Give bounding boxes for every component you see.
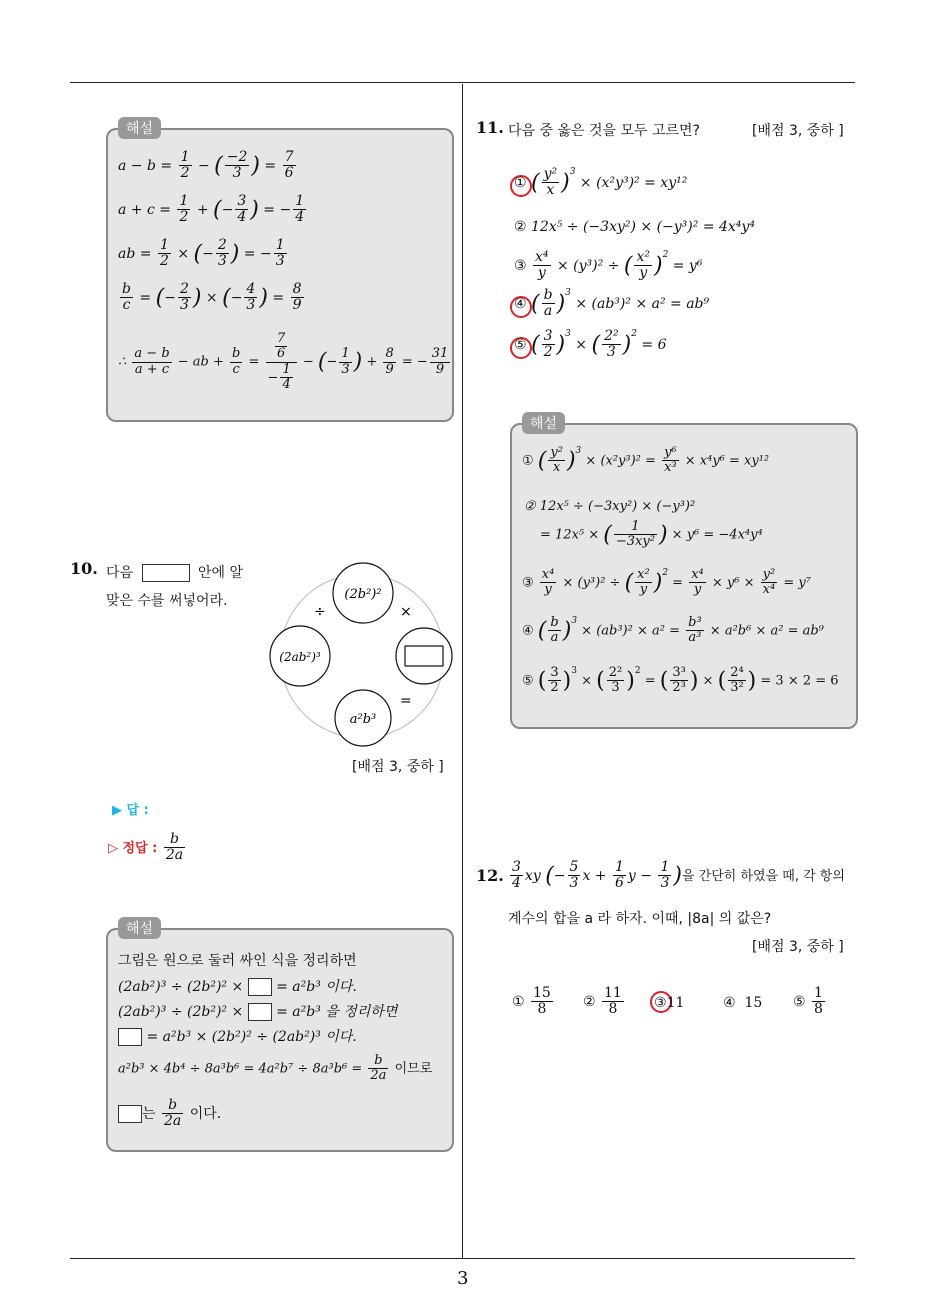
q10-text-line2: 맞은 수를 써넣어라. [106,593,228,609]
blank-box [118,1028,142,1046]
q11-solution-tag: 해설 [522,412,565,434]
bottom-rule [70,1258,855,1259]
page-number: 3 [457,1268,469,1289]
top-rule [70,82,855,83]
q10-sol-line5: a²b³ × 4b⁴ ÷ 8a³b⁶ = 4a²b⁷ ÷ 8a³b⁶ = $\frac{b}{2a}$ 이므로 [118,1053,433,1084]
q12-option-3: ③11 [654,995,685,1011]
q12-option-5: ⑤ $\frac{1}{8}$ [793,985,823,1018]
q12-option-1: ① $\frac{15}{8}$ [512,985,551,1018]
column-divider [462,84,463,1258]
q12-meta: [배점 3, 중하 ] [752,939,844,955]
q11-option-2: ② 12x⁵ ÷ (−3xy²) × (−y³)² = 4x⁴y⁴ [514,219,755,235]
q11-option-4: ④ ( $\frac{b}{a}$ )$^3$ × (ab³)² × a² = ab⁹ [514,287,710,320]
q12-text2: 계수의 합을 a 라 하자. 이때, |8a| 의 값은? [508,911,772,927]
q11-sol-4: ④ ( $\frac{b}{a}$ )$^3$ × (ab³)² × a² = $\frac{\text{b³}}{\text{a³}}$ × a²b⁶ × a² = ab⁹ [522,615,824,646]
q10-right-blank [405,646,443,666]
q11-option-1: ① ( $\frac{\text{y²}}{x}$ )$^3$ × (x²y³)² = xy¹² [514,166,688,199]
q9-line-4: $\frac{b}{c}$ = (− $\frac{2}{3}$ ) × (− $\frac{4}{3}$ ) = $\frac{8}{9}$ [122,281,302,314]
q11-option-5: ⑤ ( $\frac{3}{2}$ )$^3$ × ( $\frac{\text{2²}}{3}$ )$^2$ = 6 [514,328,667,361]
blank-box [248,1003,272,1021]
q12-option-4: ④ 15 [723,995,763,1011]
q9-line-5: ∴ $\frac{a - b}{a + c}$ − ab + $\frac{b}{c}$ = $\frac{7}{6}$ − $\frac{1}{4}$ − (− $\frac{1}{3}$ ) + $\frac{8}{9}$ = − $\frac{31}{9}$ [118,331,449,392]
q12-option-2: ② $\frac{11}{8}$ [583,985,622,1018]
q10-sol-line3: (2ab²)³ ÷ (2b²)² × = a²b³ 을 정리하면 [118,1004,398,1020]
q11-text: 다음 중 옳은 것을 모두 고르면? [508,123,700,139]
q10-text-line1: 다음 안에 알 [106,565,243,581]
q10-sol-line4: = a²b³ × (2b²)² ÷ (2ab²)³ 이다. [118,1026,357,1046]
blank-box [248,978,272,996]
q10-blank-box [142,564,190,582]
q10-divide-op: ÷ [314,604,326,620]
q10-answer-label: ▶ 답 : [112,803,149,818]
q10-bottom-label: a²b³ [349,712,377,727]
q11-number: 11. [476,118,504,137]
q12-number: 12. [476,866,504,885]
q9-line-2: a + c = $\frac{1}{2}$ + (− $\frac{3}{4}$ ) = − $\frac{1}{4}$ [118,193,305,226]
q9-line-3: ab = $\frac{1}{2}$ × (− $\frac{2}{3}$ ) = − $\frac{1}{3}$ [118,237,285,270]
q10-multiply-op: × [400,604,412,620]
q10-solution-tag: 해설 [118,917,161,939]
q10-top-label: (2b²)² [344,587,382,602]
q11-meta: [배점 3, 중하 ] [752,123,844,139]
q12-expression: $\frac{3}{4}$ xy (− $\frac{5}{3}$ x + $\frac{1}{6}$ y − $\frac{1}{3}$ )을 간단히 하였을 때, 각 항의 [512,859,845,892]
q11-option-3: ③ $\frac{\text{x⁴}}{y}$ × (y³)² ÷ ( $\frac{\text{x²}}{y}$ )$^2$ = y⁶ [514,249,703,282]
q11-sol-3: ③ $\frac{\text{x⁴}}{y}$ × (y³)² ÷ ( $\frac{\text{x²}}{y}$ )$^2$ = $\frac{\text{x⁴}}{y}$ × y⁶ × $\frac{\text{y²}}{\text{x⁴}}$ = y⁷ [522,567,811,598]
q10-equals-op: = [400,693,412,709]
q10-correct-answer: ▷ 정답 : $\frac{b}{2a}$ [108,831,184,864]
q11-sol-1: ① ( $\frac{\text{y²}}{x}$ )$^3$ × (x²y³)² = $\frac{\text{y⁶}}{\text{x³}}$ × x⁴y⁶ = xy¹² [522,445,770,476]
q11-sol-5: ⑤ ( $\frac{3}{2}$ )$^3$ × ( $\frac{\text{2²}}{3}$ )$^2$ = ( $\frac{\text{3³}}{\text{2³}}$ ) × ( $\frac{\text{2⁴}}{\text{3²}}$ ) = 3 × 2 = 6 [522,665,839,696]
q10-sol-line6: 는 $\frac{b}{2a}$ 이다. [118,1098,221,1130]
q10-sol-line2: (2ab²)³ ÷ (2b²)² × = a²b³ 이다. [118,979,357,995]
blank-box [118,1105,142,1123]
q10-number: 10. [70,559,98,578]
q10-sol-line1: 그림은 원으로 둘러 싸인 식을 정리하면 [118,953,357,969]
q10-circle-diagram [262,560,462,750]
q9-solution-tag: 해설 [118,117,161,139]
q11-sol-2b: = 12x⁵ × ( $\frac{1}{\text{−3xy²}}$ ) × y⁶ = −4x⁴y⁴ [540,519,763,550]
q11-sol-2a: ② 12x⁵ ÷ (−3xy²) × (−y³)² [524,499,696,514]
q9-line-1: a − b = $\frac{1}{2}$ − ( $\frac{-2}{3}$ ) = $\frac{7}{6}$ [118,149,294,182]
q10-meta: [배점 3, 중하 ] [352,759,444,775]
q10-left-label: (2ab²)³ [279,650,321,664]
